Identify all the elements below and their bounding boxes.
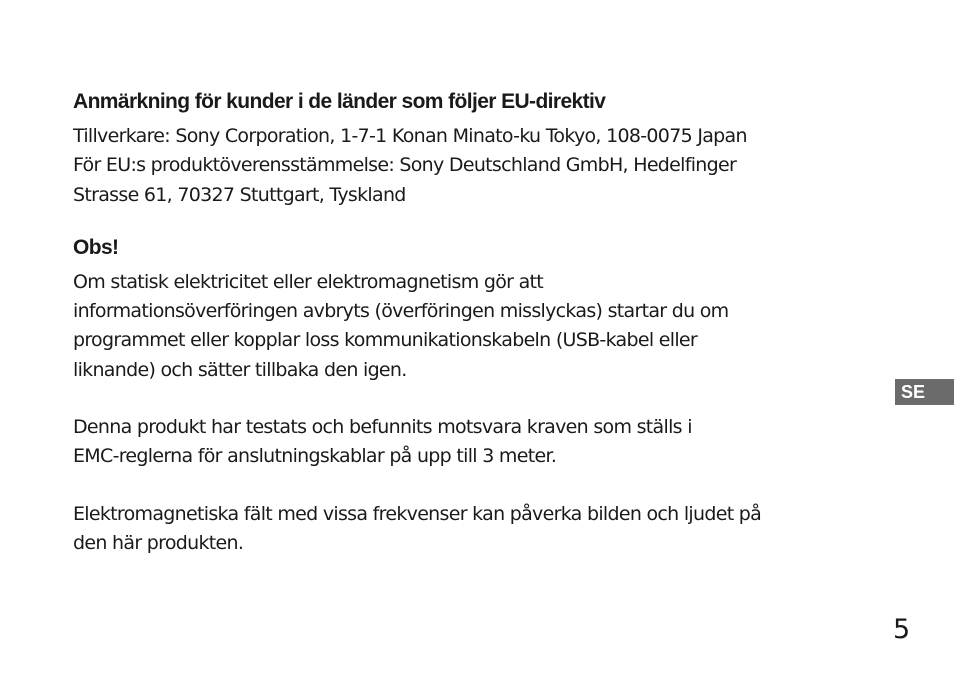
text-line: Tillverkare: Sony Corporation, 1-7-1 Konan Minato-ku Tokyo, 108-0075 Japan	[73, 125, 747, 147]
text-line: informationsöverföringen avbryts (överföringen misslyckas) startar du om	[73, 300, 729, 323]
text-line: Strasse 61, 70327 Stuttgart, Tyskland	[73, 183, 406, 206]
static-electricity-paragraph	[73, 268, 893, 385]
electromagnetic-fields-paragraph	[73, 500, 893, 559]
text-line: Elektromagnetiska fält med vissa frekvenser kan påverka bilden och ljudet på	[73, 502, 762, 525]
text-line: Denna produkt har testats och befunnits motsvara kraven som ställs i	[73, 416, 692, 439]
obs-heading: Obs!	[73, 235, 119, 259]
text-line: liknande) och sätter tillbaka den igen.	[73, 358, 407, 381]
section-spacer	[73, 210, 893, 234]
text-line: den här produkten.	[73, 531, 244, 554]
manufacturer-paragraph	[73, 122, 893, 210]
emc-paragraph	[73, 413, 893, 472]
paragraph-spacer	[73, 385, 893, 413]
eu-directive-heading: Anmärkning för kunder i de länder som följer EU-direktiv	[73, 90, 606, 113]
language-tab: SE	[895, 379, 954, 405]
paragraph-spacer	[73, 472, 893, 500]
text-line: För EU:s produktöverensstämmelse: Sony Deutschland GmbH, Hedelfinger	[73, 154, 737, 177]
page-number: 5	[893, 614, 911, 645]
text-line: Om statisk elektricitet eller elektromagnetism gör att	[73, 270, 544, 293]
text-line: EMC-reglerna för anslutningskablar på upp till 3 meter.	[73, 445, 557, 468]
page-content	[73, 88, 893, 558]
text-line: programmet eller kopplar loss kommunikationskabeln (USB-kabel eller	[73, 329, 698, 352]
